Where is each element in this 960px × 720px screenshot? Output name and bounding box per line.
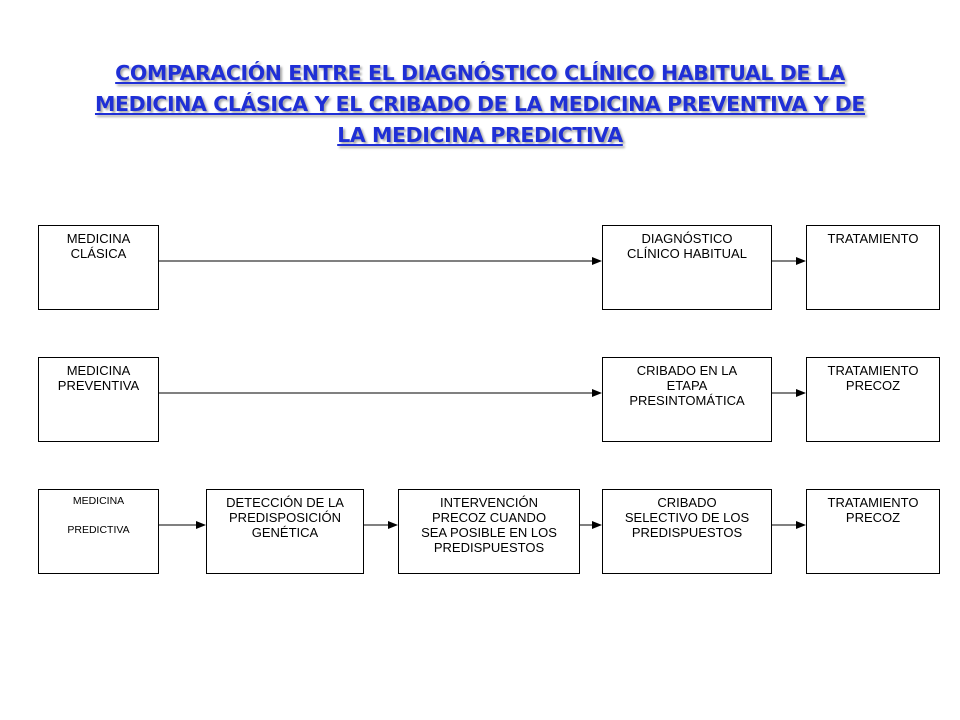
box-text: MEDICINA	[72, 495, 125, 507]
box-cribado-presintomatica	[602, 357, 772, 442]
title-line-2: MEDICINA CLÁSICA Y EL CRIBADO DE LA MEDICINA PREVENTIVA Y DE	[94, 92, 866, 116]
box-text: SEA POSIBLE EN LOS	[421, 525, 557, 540]
box-text: TRATAMIENTO	[827, 231, 919, 246]
box-text: MEDICINA	[66, 231, 131, 246]
box-medicina-predictiva	[38, 489, 159, 574]
box-text: CRIBADO EN LA	[636, 363, 738, 378]
box-text: PRECOZ CUANDO	[431, 510, 547, 525]
box-tratamiento-precoz-predictiva	[806, 489, 940, 574]
box-text: ETAPA	[666, 378, 708, 393]
box-text: TRATAMIENTO	[827, 363, 919, 378]
box-text: PREVENTIVA	[57, 378, 140, 393]
title-line-1: COMPARACIÓN ENTRE EL DIAGNÓSTICO CLÍNICO HABITUAL DE LA	[115, 61, 845, 85]
box-text: TRATAMIENTO	[827, 495, 919, 510]
box-text: CLÍNICO HABITUAL	[627, 246, 747, 261]
box-cribado-selectivo	[602, 489, 772, 574]
box-text: MEDICINA	[66, 363, 131, 378]
box-text: INTERVENCIÓN	[440, 495, 538, 510]
box-text: PREDISPOSICIÓN	[229, 510, 341, 525]
box-text: PRECOZ	[845, 378, 901, 393]
box-text: SELECTIVO DE LOS	[624, 510, 750, 525]
box-text: DIAGNÓSTICO	[641, 231, 733, 246]
box-text: CRIBADO	[657, 495, 717, 510]
box-text: PRESINTOMÁTICA	[629, 393, 745, 408]
box-tratamiento-precoz-preventiva	[806, 357, 940, 442]
box-medicina-preventiva	[38, 357, 159, 442]
box-diagnostico-clinico	[602, 225, 772, 310]
box-intervencion-precoz	[398, 489, 580, 574]
box-text: PRECOZ	[845, 510, 901, 525]
box-text: PREDISPUESTOS	[631, 525, 743, 540]
box-deteccion-predisposicion	[206, 489, 364, 574]
box-text: GENÉTICA	[251, 525, 319, 540]
title-line-3: LA MEDICINA PREDICTIVA	[337, 123, 623, 147]
box-text: CLÁSICA	[70, 246, 127, 261]
box-text: PREDISPUESTOS	[433, 540, 545, 555]
box-medicina-clasica	[38, 225, 159, 310]
box-text: DETECCIÓN DE LA	[226, 495, 344, 510]
box-tratamiento	[806, 225, 940, 310]
box-text: PREDICTIVA	[67, 524, 130, 536]
